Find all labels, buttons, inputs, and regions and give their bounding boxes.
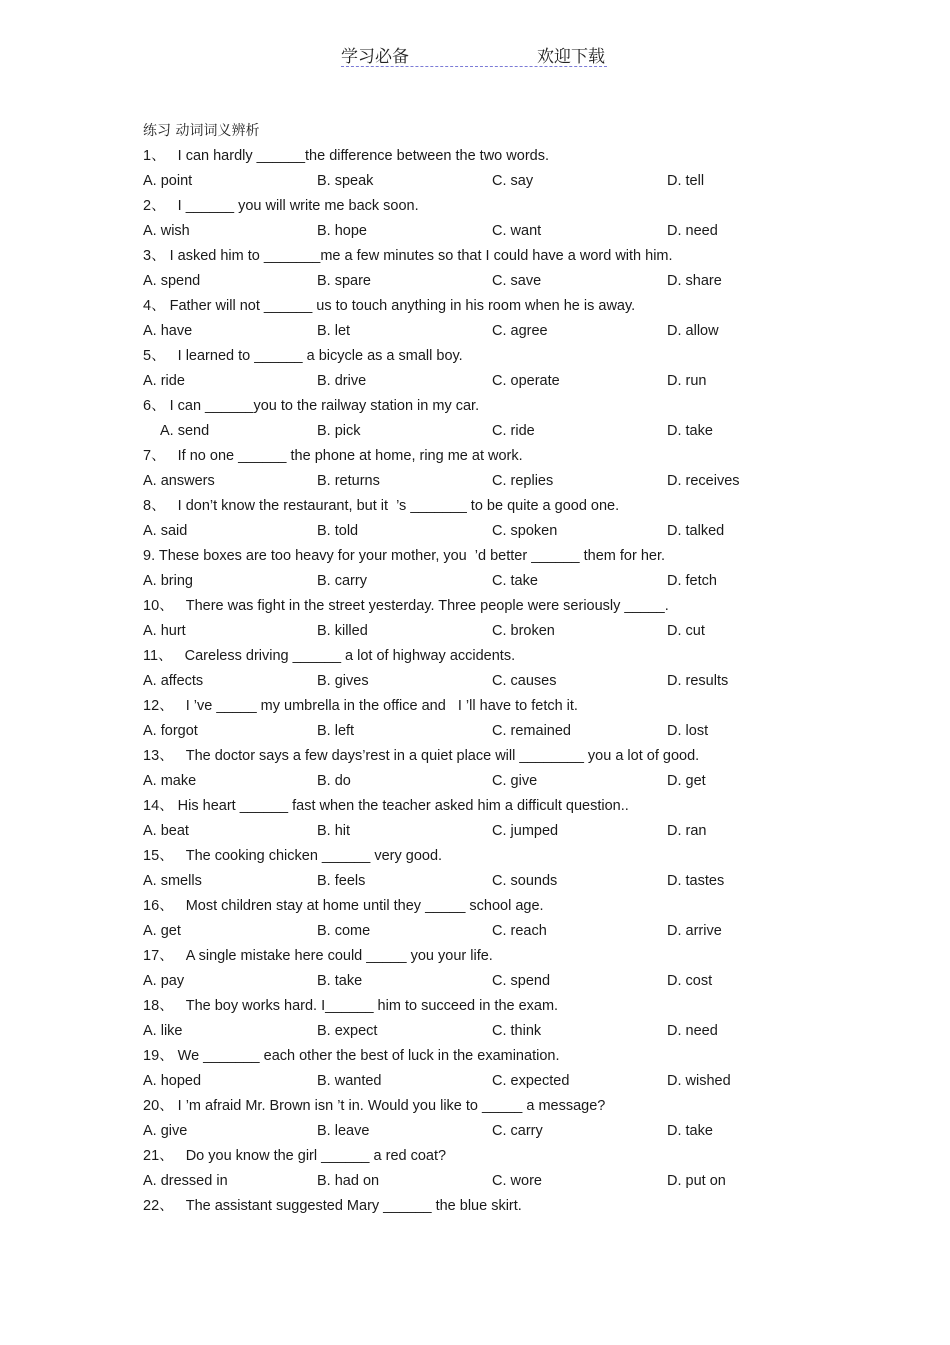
answer-option: B. left [317,723,355,739]
answer-option: C. replies [492,473,554,489]
answer-option: B. hit [317,823,351,839]
answer-option: A. send [160,423,210,439]
answer-option: C. wore [492,1173,542,1189]
exercise-title: 练习 动词词义辨析 [143,123,260,139]
option-row [143,369,783,394]
answer-option: C. carry [492,1123,543,1139]
answer-option: A. answers [143,473,215,489]
answer-option: C. sounds [492,873,558,889]
option-row [143,269,783,294]
option-row [143,869,783,894]
question-list [143,144,783,1219]
answer-option: B. expect [317,1023,378,1039]
option-row [143,819,783,844]
answer-option: A. affects [143,673,204,689]
question-stem: 18、 The boy works hard. I______ him to succeed in the exam. [143,998,559,1014]
answer-option: D. fetch [667,573,717,589]
answer-option: A. point [143,173,193,189]
answer-option: B. leave [317,1123,370,1139]
answer-option: C. say [492,173,534,189]
question-stem: 12、 I ’ve _____ my umbrella in the office and I ’ll have to fetch it. [143,698,578,714]
answer-option: D. need [667,1023,718,1039]
answer-option: A. spend [143,273,201,289]
option-row [143,169,783,194]
answer-option: D. cut [667,623,705,639]
answer-option: D. cost [667,973,713,989]
answer-option: A. forgot [143,723,198,739]
answer-option: D. run [667,373,707,389]
answer-option: B. told [317,523,359,539]
answer-option: B. returns [317,473,380,489]
answer-option: D. put on [667,1173,726,1189]
question-stem: 13、 The doctor says a few days’rest in a quiet place will ________ you a lot of good. [143,748,700,764]
option-row [143,519,783,544]
answer-option: C. remained [492,723,571,739]
question-stem: 9. These boxes are too heavy for your mother, you ’d better ______ them for her. [143,548,666,564]
answer-option: D. receives [667,473,740,489]
answer-option: A. have [143,323,193,339]
option-row [143,669,783,694]
answer-option: B. come [317,923,371,939]
option-row [143,419,783,444]
question-stem: 7、 If no one ______ the phone at home, ring me at work. [143,448,523,464]
answer-option: D. allow [667,323,719,339]
answer-option: C. ride [492,423,535,439]
answer-option: C. causes [492,673,557,689]
answer-option: C. agree [492,323,548,339]
question-stem: 4、 Father will not ______ us to touch anything in his room when he is away. [143,298,636,314]
page-header [341,40,607,67]
answer-option: C. jumped [492,823,559,839]
answer-option: A. get [143,923,181,939]
answer-option: C. expected [492,1073,570,1089]
answer-option: B. do [317,773,351,789]
answer-option: D. ran [667,823,707,839]
answer-option: D. results [667,673,729,689]
answer-option: D. take [667,1123,713,1139]
answer-option: A. wish [143,223,190,239]
answer-option: A. ride [143,373,185,389]
question-stem: 10、 There was fight in the street yesterday. Three people were seriously _____. [143,598,669,614]
answer-option: D. need [667,223,718,239]
answer-option: B. killed [317,623,368,639]
answer-option: B. carry [317,573,367,589]
answer-option: D. share [667,273,722,289]
answer-option: D. arrive [667,923,722,939]
answer-option: D. take [667,423,713,439]
option-row [143,1119,783,1144]
option-row [143,619,783,644]
answer-option: C. want [492,223,542,239]
answer-option: D. wished [667,1073,731,1089]
answer-option: D. tell [667,173,705,189]
question-stem: 2、 I ______ you will write me back soon. [143,198,419,214]
option-row [143,769,783,794]
answer-option: A. pay [143,973,185,989]
question-stem: 21、 Do you know the girl ______ a red coat? [143,1148,447,1164]
answer-option: A. hurt [143,623,186,639]
answer-option: B. wanted [317,1073,382,1089]
answer-option: A. like [143,1023,183,1039]
answer-option: A. hoped [143,1073,202,1089]
answer-option: A. make [143,773,197,789]
option-row [143,919,783,944]
answer-option: C. give [492,773,538,789]
answer-option: B. spare [317,273,371,289]
question-stem: 15、 The cooking chicken ______ very good. [143,848,443,864]
header-right-text: 欢迎下载 [537,47,605,67]
answer-option: A. give [143,1123,188,1139]
answer-option: B. hope [317,223,367,239]
answer-option: B. take [317,973,363,989]
answer-option: D. get [667,773,706,789]
question-stem: 22、 The assistant suggested Mary ______ the blue skirt. [143,1198,522,1214]
option-row [143,569,783,594]
question-stem: 1、 I can hardly ______the difference between the two words. [143,148,549,164]
answer-option: B. speak [317,173,374,189]
answer-option: B. had on [317,1173,380,1189]
answer-option: C. reach [492,923,547,939]
option-row [143,1019,783,1044]
answer-option: C. take [492,573,538,589]
answer-option: C. broken [492,623,555,639]
question-stem: 19、 We _______ each other the best of luck in the examination. [143,1048,560,1064]
question-stem: 11、 Careless driving ______ a lot of highway accidents. [143,648,516,664]
answer-option: A. dressed in [143,1173,228,1189]
option-row [143,719,783,744]
answer-option: D. lost [667,723,709,739]
answer-option: C. save [492,273,542,289]
option-row [143,1069,783,1094]
answer-option: A. bring [143,573,193,589]
answer-option: A. smells [143,873,202,889]
question-stem: 6、 I can ______you to the railway station in my car. [143,398,480,414]
option-row [143,1169,783,1194]
answer-option: B. drive [317,373,367,389]
answer-option: A. beat [143,823,189,839]
question-stem: 16、 Most children stay at home until they _____ school age. [143,898,544,914]
answer-option: B. gives [317,673,369,689]
answer-option: D. talked [667,523,725,539]
question-stem: 5、 I learned to ______ a bicycle as a small boy. [143,348,463,364]
answer-option: B. pick [317,423,361,439]
question-stem: 20、 I ’m afraid Mr. Brown isn ’t in. Would you like to _____ a message? [143,1098,606,1114]
question-stem: 17、 A single mistake here could _____ you your life. [143,948,493,964]
answer-option: C. operate [492,373,560,389]
question-stem: 14、 His heart ______ fast when the teacher asked him a difficult question.. [143,798,629,814]
option-row [143,969,783,994]
question-stem: 3、 I asked him to _______me a few minutes so that I could have a word with him. [143,248,673,264]
answer-option: B. feels [317,873,366,889]
option-row [143,319,783,344]
answer-option: B. let [317,323,351,339]
answer-option: C. think [492,1023,542,1039]
header-left-text: 学习必备 [341,47,409,67]
answer-option: A. said [143,523,188,539]
option-row [143,469,783,494]
answer-option: C. spend [492,973,551,989]
question-stem: 8、 I don’t know the restaurant, but it ’s _______ to be quite a good one. [143,498,620,514]
option-row [143,219,783,244]
answer-option: C. spoken [492,523,558,539]
answer-option: D. tastes [667,873,725,889]
